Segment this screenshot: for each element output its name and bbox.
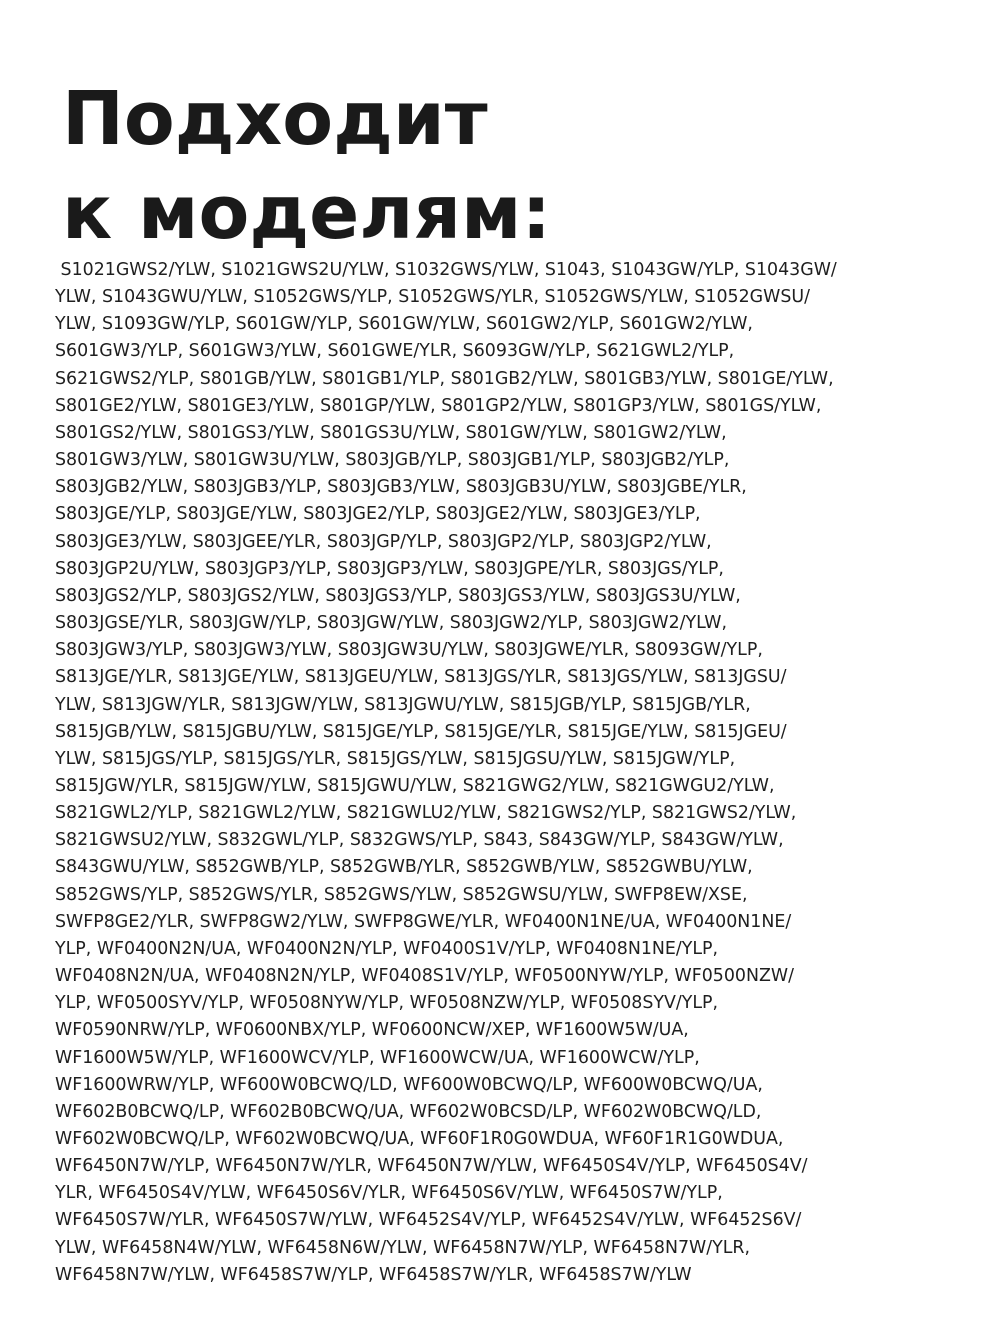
model-list-line: YLW, S1043GWU/YLW, S1052GWS/YLP, S1052GWS/YLR, S1052GWS/YLW, S1052GWSU/ <box>55 287 810 308</box>
model-list-line: YLW, S813JGW/YLR, S813JGW/YLW, S813JGWU/YLW, S815JGB/YLP, S815JGB/YLR, <box>55 694 751 715</box>
model-list-line: S801GE2/YLW, S801GE3/YLW, S801GP/YLW, S801GP2/YLW, S801GP3/YLW, S801GS/YLW, <box>55 395 822 416</box>
model-list-line: S801GS2/YLW, S801GS3/YLW, S801GS3U/YLW, S801GW/YLW, S801GW2/YLW, <box>55 422 727 443</box>
model-list-line: S621GWS2/YLP, S801GB/YLW, S801GB1/YLP, S801GB2/YLW, S801GB3/YLW, S801GE/YLW, <box>55 368 834 389</box>
model-list-line: S815JGW/YLR, S815JGW/YLW, S815JGWU/YLW, S821GWG2/YLW, S821GWGU2/YLW, <box>55 775 775 796</box>
model-list-line: WF1600W5W/YLP, WF1600WCV/YLP, WF1600WCW/UA, WF1600WCW/YLP, <box>55 1047 700 1068</box>
model-list-line: S813JGE/YLR, S813JGE/YLW, S813JGEU/YLW, S813JGS/YLR, S813JGS/YLW, S813JGSU/ <box>55 667 787 688</box>
model-list-line: WF6458N7W/YLW, WF6458S7W/YLP, WF6458S7W/YLR, WF6458S7W/YLW <box>55 1264 692 1285</box>
model-list-line: YLW, S1093GW/YLP, S601GW/YLP, S601GW/YLW, S601GW2/YLP, S601GW2/YLW, <box>55 314 753 335</box>
model-list-line: WF602B0BCWQ/LP, WF602B0BCWQ/UA, WF602W0BCSD/LP, WF602W0BCWQ/LD, <box>55 1101 762 1122</box>
model-list-line: S803JGB2/YLW, S803JGB3/YLP, S803JGB3/YLW, S803JGB3U/YLW, S803JGBE/YLR, <box>55 477 747 498</box>
model-list-line: WF0408N2N/UA, WF0408N2N/YLP, WF0408S1V/YLP, WF0500NYW/YLP, WF0500NZW/ <box>55 966 794 987</box>
model-list-line: S601GW3/YLP, S601GW3/YLW, S601GWE/YLR, S6093GW/YLP, S621GWL2/YLP, <box>55 341 735 362</box>
model-list-line: S803JGE/YLP, S803JGE/YLW, S803JGE2/YLP, S803JGE2/YLW, S803JGE3/YLP, <box>55 504 701 525</box>
title-line-1: Подходит <box>62 76 488 162</box>
model-list-line: YLP, WF0500SYV/YLP, WF0508NYW/YLP, WF0508NZW/YLP, WF0508SYV/YLP, <box>55 993 719 1014</box>
model-list-line: SWFP8GE2/YLR, SWFP8GW2/YLW, SWFP8GWE/YLR, WF0400N1NE/UA, WF0400N1NE/ <box>55 911 792 932</box>
model-list-line: S803JGS2/YLP, S803JGS2/YLW, S803JGS3/YLP, S803JGS3/YLW, S803JGS3U/YLW, <box>55 585 741 606</box>
model-list-line: YLR, WF6450S4V/YLW, WF6450S6V/YLR, WF6450S6V/YLW, WF6450S7W/YLP, <box>55 1183 723 1204</box>
model-list-line: WF602W0BCWQ/LP, WF602W0BCWQ/UA, WF60F1R0G0WDUA, WF60F1R1G0WDUA, <box>55 1129 784 1149</box>
model-list-line: YLW, S815JGS/YLP, S815JGS/YLR, S815JGS/YLW, S815JGSU/YLW, S815JGW/YLP, <box>55 748 736 769</box>
model-list-line: S1021GWS2/YLW, S1021GWS2U/YLW, S1032GWS/YLW, S1043, S1043GW/YLP, S1043GW/ <box>55 260 837 280</box>
model-list-line: YLW, WF6458N4W/YLW, WF6458N6W/YLW, WF6458N7W/YLP, WF6458N7W/YLR, <box>55 1237 751 1258</box>
model-list-line: YLP, WF0400N2N/UA, WF0400N2N/YLP, WF0400S1V/YLP, WF0408N1NE/YLP, <box>55 938 719 959</box>
model-list-line: S821GWSU2/YLW, S832GWL/YLP, S832GWS/YLP, S843, S843GW/YLP, S843GW/YLW, <box>55 830 784 851</box>
model-list-line: S803JGW3/YLP, S803JGW3/YLW, S803JGW3U/YLW, S803JGWE/YLR, S8093GW/YLP, <box>55 640 763 661</box>
model-list-line: S852GWS/YLP, S852GWS/YLR, S852GWS/YLW, S852GWSU/YLW, SWFP8EW/XSE, <box>55 884 748 905</box>
model-list-line: S843GWU/YLW, S852GWB/YLP, S852GWB/YLR, S852GWB/YLW, S852GWBU/YLW, <box>55 857 753 878</box>
model-list-line: S803JGSE/YLR, S803JGW/YLP, S803JGW/YLW, S803JGW2/YLP, S803JGW2/YLW, <box>55 613 727 634</box>
model-list-line: S803JGE3/YLW, S803JGEE/YLR, S803JGP/YLP, S803JGP2/YLP, S803JGP2/YLW, <box>55 531 712 552</box>
model-list-line: S821GWL2/YLP, S821GWL2/YLW, S821GWLU2/YLW, S821GWS2/YLP, S821GWS2/YLW, <box>55 803 797 824</box>
title-line-2: к моделям: <box>62 170 552 256</box>
model-list-line: WF6450N7W/YLP, WF6450N7W/YLR, WF6450N7W/YLW, WF6450S4V/YLP, WF6450S4V/ <box>55 1156 808 1177</box>
model-list-line: S815JGB/YLW, S815JGBU/YLW, S815JGE/YLP, S815JGE/YLR, S815JGE/YLW, S815JGEU/ <box>55 721 787 742</box>
model-list-line: WF0590NRW/YLP, WF0600NBX/YLP, WF0600NCW/XEP, WF1600W5W/UA, <box>55 1020 689 1041</box>
model-list-line: S803JGP2U/YLW, S803JGP3/YLP, S803JGP3/YLW, S803JGPE/YLR, S803JGS/YLP, <box>55 558 724 579</box>
model-list-line: WF1600WRW/YLP, WF600W0BCWQ/LD, WF600W0BCWQ/LP, WF600W0BCWQ/UA, <box>55 1074 763 1095</box>
model-list-line: S801GW3/YLW, S801GW3U/YLW, S803JGB/YLP, S803JGB1/YLP, S803JGB2/YLP, <box>55 450 730 471</box>
compatible-models-list <box>55 257 955 1289</box>
page-title <box>62 72 551 260</box>
model-list-line: WF6450S7W/YLR, WF6450S7W/YLW, WF6452S4V/YLP, WF6452S4V/YLW, WF6452S6V/ <box>55 1210 802 1231</box>
